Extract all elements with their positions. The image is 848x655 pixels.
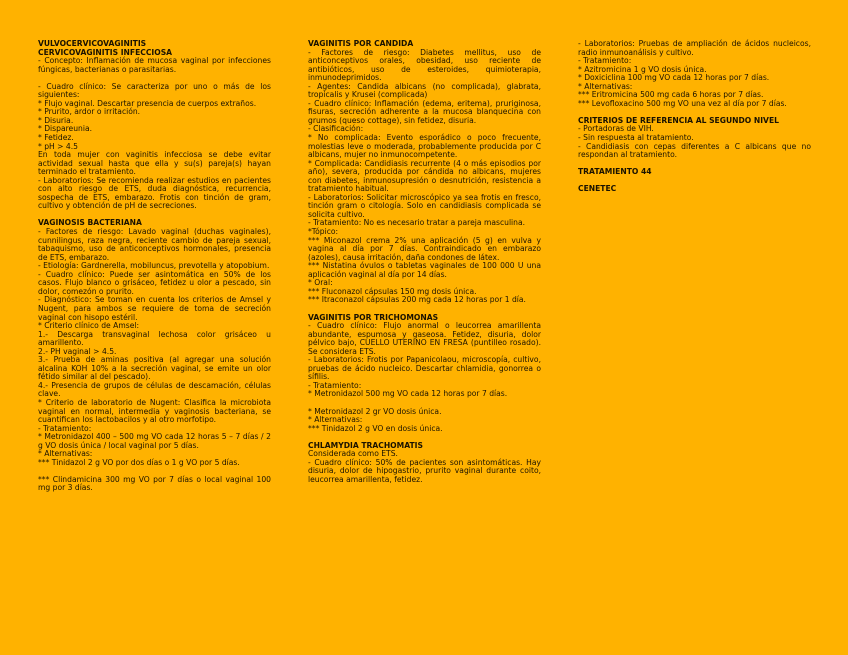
paragraph: - Factores de riesgo: Lavado vaginal (duchas vaginales), cunnilingus, raza negra, reciente cambio de pareja sexual, tabaquismo, uso de anticonceptivos hormonales, presencia de ETS, embarazo. — [38, 227, 274, 262]
paragraph: *** Clindamicina 300 mg VO por 7 días o local vaginal 100 mg por 3 días. — [38, 474, 274, 493]
paragraph: - Factores de riesgo: Diabetes mellitus, uso de anticonceptivos orales, obesidad, uso reciente de antibióticos, uso de esteroides, quimioterapia, inmunodeprimidos. — [308, 47, 544, 83]
paragraph: * Disuria. — [38, 115, 74, 125]
text-column-right — [578, 39, 814, 194]
paragraph: *** Tinidazol 2 g VO por dos días o 1 g VO por 5 días. — [38, 457, 240, 467]
paragraph: - Laboratorios: Solicitar microscópico ya sea frotis en fresco, tinción gram o citología. Solo en candidiasis complicada se solicita cultivo. — [308, 192, 544, 219]
paragraph: *** Nistatina óvulos o tabletas vaginales de 100 000 U una aplicación vaginal al día por 14 días. — [308, 261, 544, 279]
paragraph: - Clasificación: — [308, 124, 364, 134]
paragraph: - Candidiasis con cepas diferentes a C albicans que no respondan al tratamiento. — [578, 141, 814, 160]
paragraph: - Tratamiento: No es necesario tratar a pareja masculina. — [308, 218, 526, 228]
paragraph: * Metronidazol 2 gr VO dosis única. — [308, 406, 442, 416]
paragraph: 1.- Descarga transvaginal lechosa color grisáceo u amarillento. — [38, 329, 274, 348]
section-heading: VAGINITIS POR TRICHOMONAS — [308, 312, 439, 322]
paragraph: - Tratamiento: — [578, 56, 632, 66]
section-heading: CHLAMYDIA TRACHOMATIS — [308, 440, 423, 450]
paragraph: * Criterio clínico de Amsel: — [38, 321, 140, 331]
paragraph: * Dispareunia. — [38, 124, 93, 134]
paragraph: - Cuadro clínico: Se caracteriza por uno o más de los siguientes: — [38, 81, 274, 100]
paragraph: - Diagnóstico: Se toman en cuenta los criterios de Amsel y Nugent, para ambos se requiere de toma de secreción vaginal con hisopo estéril. — [38, 295, 274, 322]
paragraph: - Laboratorios: Pruebas de ampliación de ácidos nucleicos, radio inmunoanálisis y cultivo. — [578, 39, 814, 57]
paragraph: - Tratamiento: — [308, 380, 362, 390]
section-heading: VAGINITIS POR CANDIDA — [308, 39, 414, 48]
paragraph: 3.- Prueba de aminas positiva (al agregar una solución alcalina KOH 10% a la secreción vaginal, se emite un olor fétido similar al del pescado). — [38, 355, 274, 382]
paragraph: - Cuadro clínico: Puede ser asintomática en 50% de los casos. Flujo blanco o grisáceo, fetidez u olor a pescado, sin dolor, comezón o prurito. — [38, 269, 274, 296]
paragraph: - Sin respuesta al tratamiento. — [578, 133, 694, 143]
paragraph: * Criterio de laboratorio de Nugent: Clasifica la microbiota vaginal en normal, intermedia y vaginosis bacteriana, se cuantifican los lactobacilos y al otro morfotipo. — [38, 397, 274, 425]
paragraph: * Azitromicina 1 g VO dosis única. — [578, 64, 707, 74]
paragraph: - Etiología: Gardnerella, mobiluncus, prevotella y atopobium. — [38, 261, 270, 271]
text-column-left — [38, 39, 274, 493]
paragraph: - Cuadro clínico: Inflamación (edema, eritema), pruriginosa, fisuras, secreción adherente a la mucosa blanquecina con grumos (queso cottage), sin fetidez, disuria. — [308, 98, 544, 125]
paragraph: * Alternativas: — [38, 449, 93, 459]
paragraph: * Alternativas: — [308, 415, 363, 425]
paragraph: - Laboratorios: Se recomienda realizar estudios en pacientes con alto riesgo de ETS, duda diagnóstica, recurrencia, sospecha de ETS, embarazo. Frotis con tinción de gram, cultivo y obtención de pH de secreciones. — [38, 175, 274, 211]
paragraph: Considerada como ETS. — [308, 449, 398, 459]
paragraph: *** Fluconazol cápsulas 150 mg dosis única. — [308, 286, 477, 296]
paragraph: En toda mujer con vaginitis infecciosa se debe evitar actividad sexual hasta que ella y su(s) pareja(s) hayan terminado el tratamiento. — [38, 150, 274, 177]
paragraph: - Tratamiento: — [38, 423, 92, 433]
paragraph: * pH > 4.5 — [38, 141, 79, 151]
paragraph: * Metronidazol 400 – 500 mg VO cada 12 horas 5 – 7 días / 2 g VO dosis única / local vaginal por 5 días. — [38, 432, 274, 450]
paragraph: *** Eritromicina 500 mg cada 6 horas por 7 días. — [578, 90, 764, 100]
paragraph: *** Miconazol crema 2% una aplicación (5 g) en vulva y vagina al día por 7 días. Contraindicado en embarazo (azoles), causa irritación, daña condones de látex. — [308, 235, 544, 262]
paragraph: - Cuadro clínico: Flujo anormal o leucorrea amarillenta abundante, espumosa y gaseosa. Fetidez, disuria, dolor pélvico bajo, CUELLO UTERINO EN FRESA (puntilleo rosado). Se considera ETS. — [308, 321, 544, 356]
paragraph: - Portadoras de VIH. — [578, 124, 654, 134]
paragraph: *** Levofloxacino 500 mg VO una vez al día por 7 días. — [578, 98, 787, 108]
paragraph: * Fetidez. — [38, 133, 74, 143]
paragraph: 2.- PH vaginal > 4.5. — [38, 346, 117, 356]
paragraph: - Agentes: Candida albicans (no complicada), glabrata, tropicalis y Krusei (complicada) — [308, 81, 544, 100]
section-heading: VULVOCERVICOVAGINITIS — [38, 39, 147, 48]
paragraph: * Flujo vaginal. Descartar presencia de cuerpos extraños. — [38, 98, 257, 108]
paragraph: 4.- Presencia de grupos de células de descamación, células clave. — [38, 380, 274, 399]
paragraph: * Metronidazol 500 mg VO cada 12 horas por 7 días. — [308, 389, 508, 399]
section-heading: VAGINOSIS BACTERIANA — [38, 218, 142, 228]
paragraph: * Complicada: Candidiasis recurrente (4 o más episodios por año), severa, producida por cándida no albicans, mujeres con diabetes, inmunosupresión o desnutrición, resistencia a tratamiento habitual. — [308, 158, 544, 194]
paragraph: * No complicada: Evento esporádico o poco frecuente, molestias leve o moderada, probablemente producida por C albicans, mujer no inmunocompetente. — [308, 133, 544, 160]
paragraph: * Prurito, ardor o irritación. — [38, 107, 141, 117]
section-heading: CENETEC — [578, 184, 617, 194]
section-heading: CERVICOVAGINITIS INFECCIOSA — [38, 47, 173, 57]
paragraph: * Alternativas: — [578, 81, 633, 91]
text-column-middle — [308, 39, 544, 484]
paragraph: - Laboratorios: Frotis por Papanicolaou, microscopía, cultivo, pruebas de ácido nucleico. Descartar chlamidia, gonorrea o sífilis. — [308, 355, 544, 382]
paragraph: - Cuadro clínico: 50% de pacientes son asintomáticas. Hay disuria, dolor de hipogastrio, prurito vaginal durante coito, leucorrea amarillenta, fetidez. — [308, 457, 544, 484]
paragraph: *** Itraconazol cápsulas 200 mg cada 12 horas por 1 día. — [308, 295, 526, 305]
paragraph: * Oral: — [308, 278, 333, 288]
paragraph: *** Tinidazol 2 g VO en dosis única. — [308, 423, 443, 433]
paragraph: - Concepto: Inflamación de mucosa vaginal por infecciones fúngicas, bacterianas o parasitarias. — [38, 56, 274, 74]
paragraph: * Doxiciclina 100 mg VO cada 12 horas por 7 días. — [578, 73, 770, 83]
section-heading: TRATAMIENTO 44 — [578, 167, 652, 177]
paragraph: *Tópico: — [308, 227, 339, 237]
section-heading: CRITERIOS DE REFERENCIA AL SEGUNDO NIVEL — [578, 115, 779, 125]
